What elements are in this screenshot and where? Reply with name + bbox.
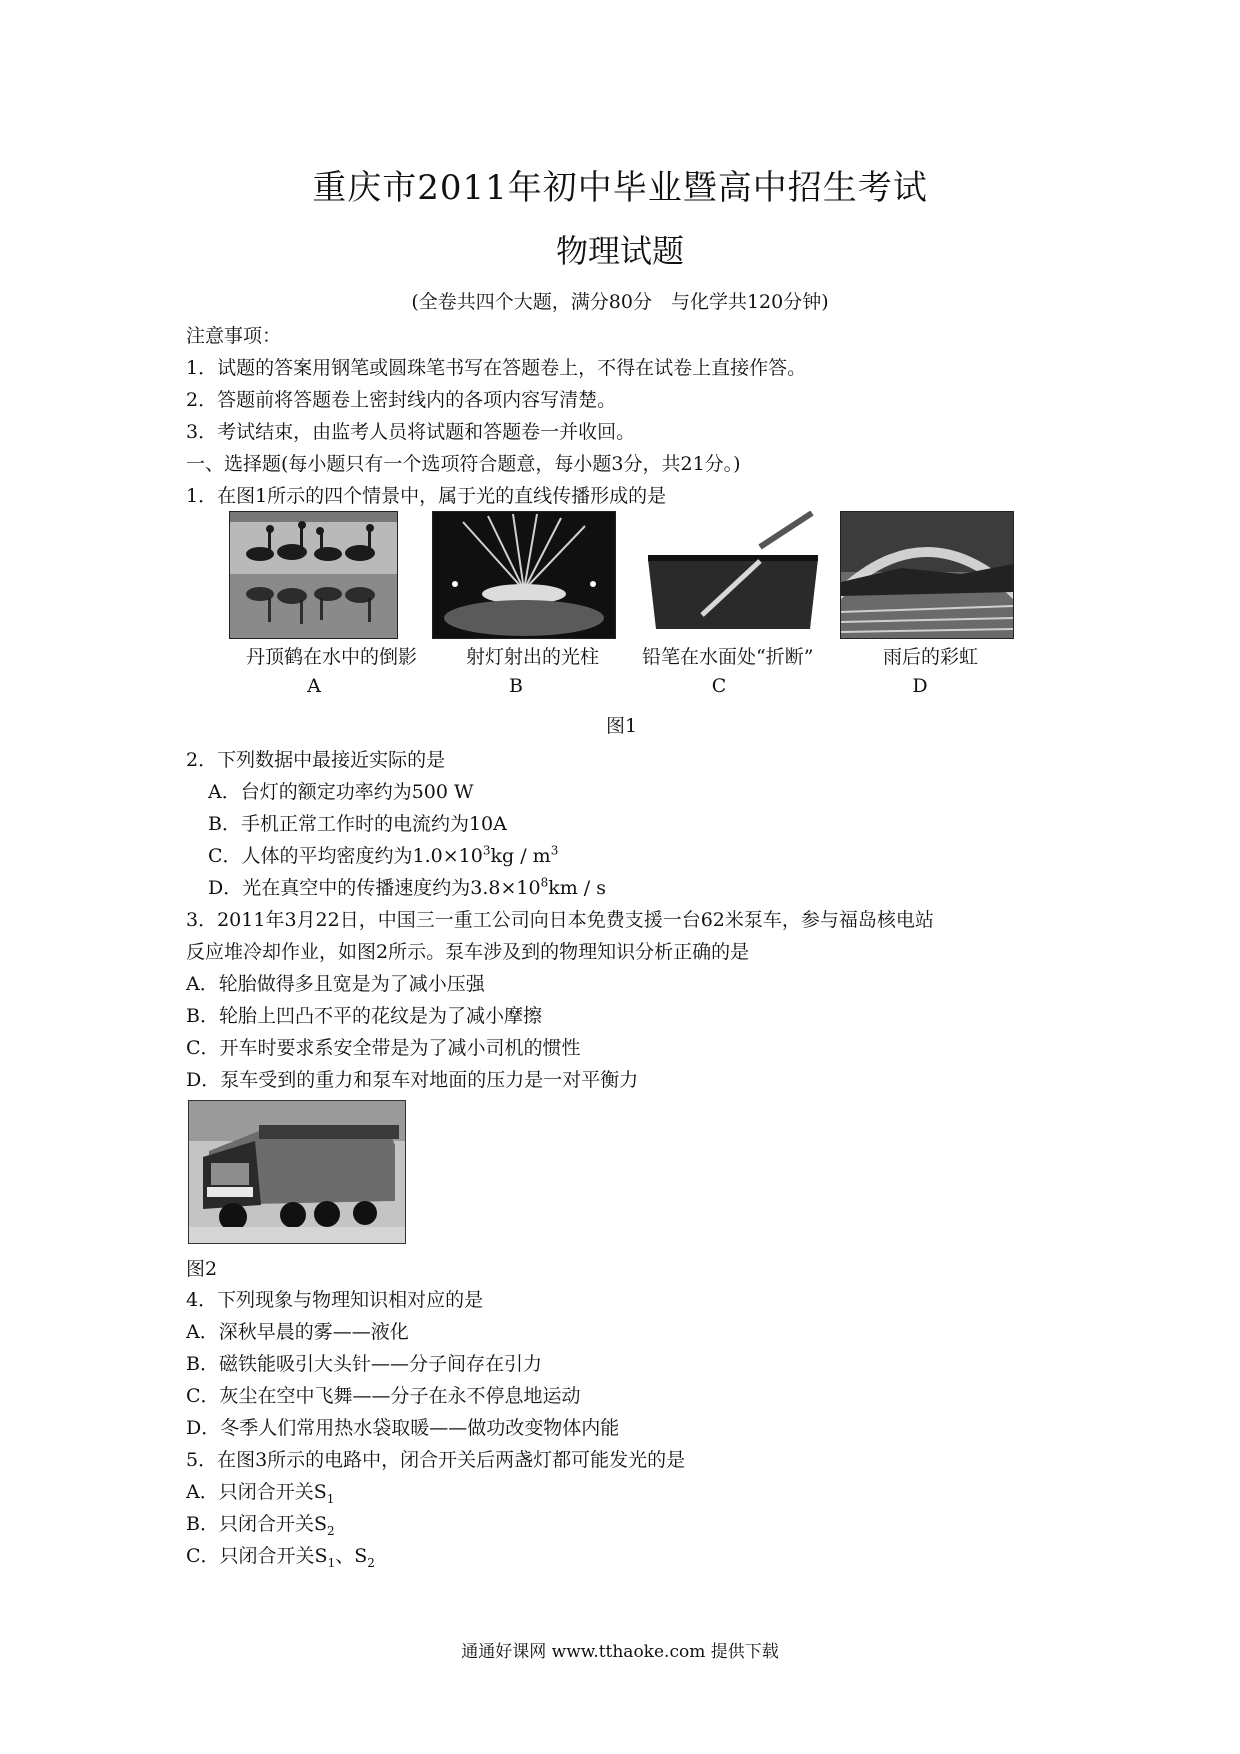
pencil-in-water-photo	[642, 511, 824, 637]
figure-1-caption-c: 铅笔在水面处“折断”	[642, 646, 814, 668]
rainbow-photo	[840, 511, 1014, 639]
instruction-item: 2．答题前将答题卷上密封线内的各项内容写清楚。	[186, 389, 617, 411]
question-4-stem: 4．下列现象与物理知识相对应的是	[186, 1289, 484, 1311]
question-4-option-c: C．灰尘在空中飞舞——分子在永不停息地运动	[186, 1385, 581, 1407]
question-5-option-c: C．只闭合开关$S_1$、$S_2$	[186, 1545, 375, 1570]
figure-1-caption-d: 雨后的彩虹	[883, 646, 979, 668]
page-footer: 通通好课网 www.tthaoke.com 提供下载	[461, 1642, 779, 1662]
question-5-option-b: B．只闭合开关$S_2$	[186, 1513, 335, 1538]
instruction-item: 1．试题的答案用钢笔或圆珠笔书写在答题卷上，不得在试卷上直接作答。	[186, 357, 807, 379]
question-3-option-b: B．轮胎上凹凸不平的花纹是为了减小摩擦	[186, 1005, 542, 1027]
spotlight-beams-photo	[432, 511, 616, 639]
figure-1-caption-b: 射灯射出的光柱	[466, 646, 600, 668]
question-1-stem: 1．在图1所示的四个情景中，属于光的直线传播形成的是	[186, 485, 667, 507]
figure-1-letter-a: A	[307, 675, 321, 697]
instructions-heading: 注意事项：	[186, 325, 282, 347]
instruction-item: 3．考试结束，由监考人员将试题和答题卷一并收回。	[186, 421, 636, 443]
question-5-option-a: A．只闭合开关$S_1$	[186, 1481, 335, 1506]
question-4-option-d: D．冬季人们常用热水袋取暖——做功改变物体内能	[186, 1417, 620, 1439]
figure-1-label: 图1	[606, 715, 638, 737]
exam-note: (全卷共四个大题，满分80分 与化学共120分钟)	[411, 291, 829, 313]
question-2-option-a: A．台灯的额定功率约为500 W	[208, 781, 474, 803]
question-3-option-d: D．泵车受到的重力和泵车对地面的压力是一对平衡力	[186, 1069, 639, 1091]
figure-1-caption-a: 丹顶鹤在水中的倒影	[246, 646, 418, 668]
section-heading: 一、选择题(每小题只有一个选项符合题意，每小题3分，共21分。)	[186, 453, 741, 475]
exam-subtitle: 物理试题	[555, 232, 684, 270]
question-2-option-b: B．手机正常工作时的电流约为10A	[208, 813, 507, 835]
figure-1-letter-b: B	[509, 675, 523, 697]
pump-truck-photo	[188, 1100, 406, 1244]
figure-1-letter-c: C	[711, 675, 727, 697]
crane-reflection-photo	[229, 511, 398, 639]
question-3-option-a: A．轮胎做得多且宽是为了减小压强	[186, 973, 485, 995]
figure-2-label: 图2	[186, 1258, 218, 1280]
question-3-stem-continued: 反应堆冷却作业，如图2所示。泵车涉及到的物理知识分析正确的是	[186, 941, 750, 963]
question-2-stem: 2．下列数据中最接近实际的是	[186, 749, 446, 771]
question-2-option-d: D．光在真空中的传播速度约为$3.8\times 10^8km / s$	[208, 875, 606, 899]
question-3-option-c: C．开车时要求系安全带是为了减小司机的惯性	[186, 1037, 581, 1059]
question-4-option-a: A．深秋早晨的雾——液化	[186, 1321, 409, 1343]
question-5-stem: 5．在图3所示的电路中，闭合开关后两盏灯都可能发光的是	[186, 1449, 686, 1471]
question-4-option-b: B．磁铁能吸引大头针——分子间存在引力	[186, 1353, 542, 1375]
question-2-option-c: C．人体的平均密度约为$1.0\times 10^3kg / m^3$	[208, 843, 559, 867]
question-3-stem: 3．2011年3月22日，中国三一重工公司向日本免费支援一台62米泵车，参与福岛核电站	[186, 909, 934, 931]
exam-title: 重庆市2011年初中毕业暨高中招生考试	[312, 168, 928, 208]
figure-1-letter-d: D	[912, 675, 928, 697]
